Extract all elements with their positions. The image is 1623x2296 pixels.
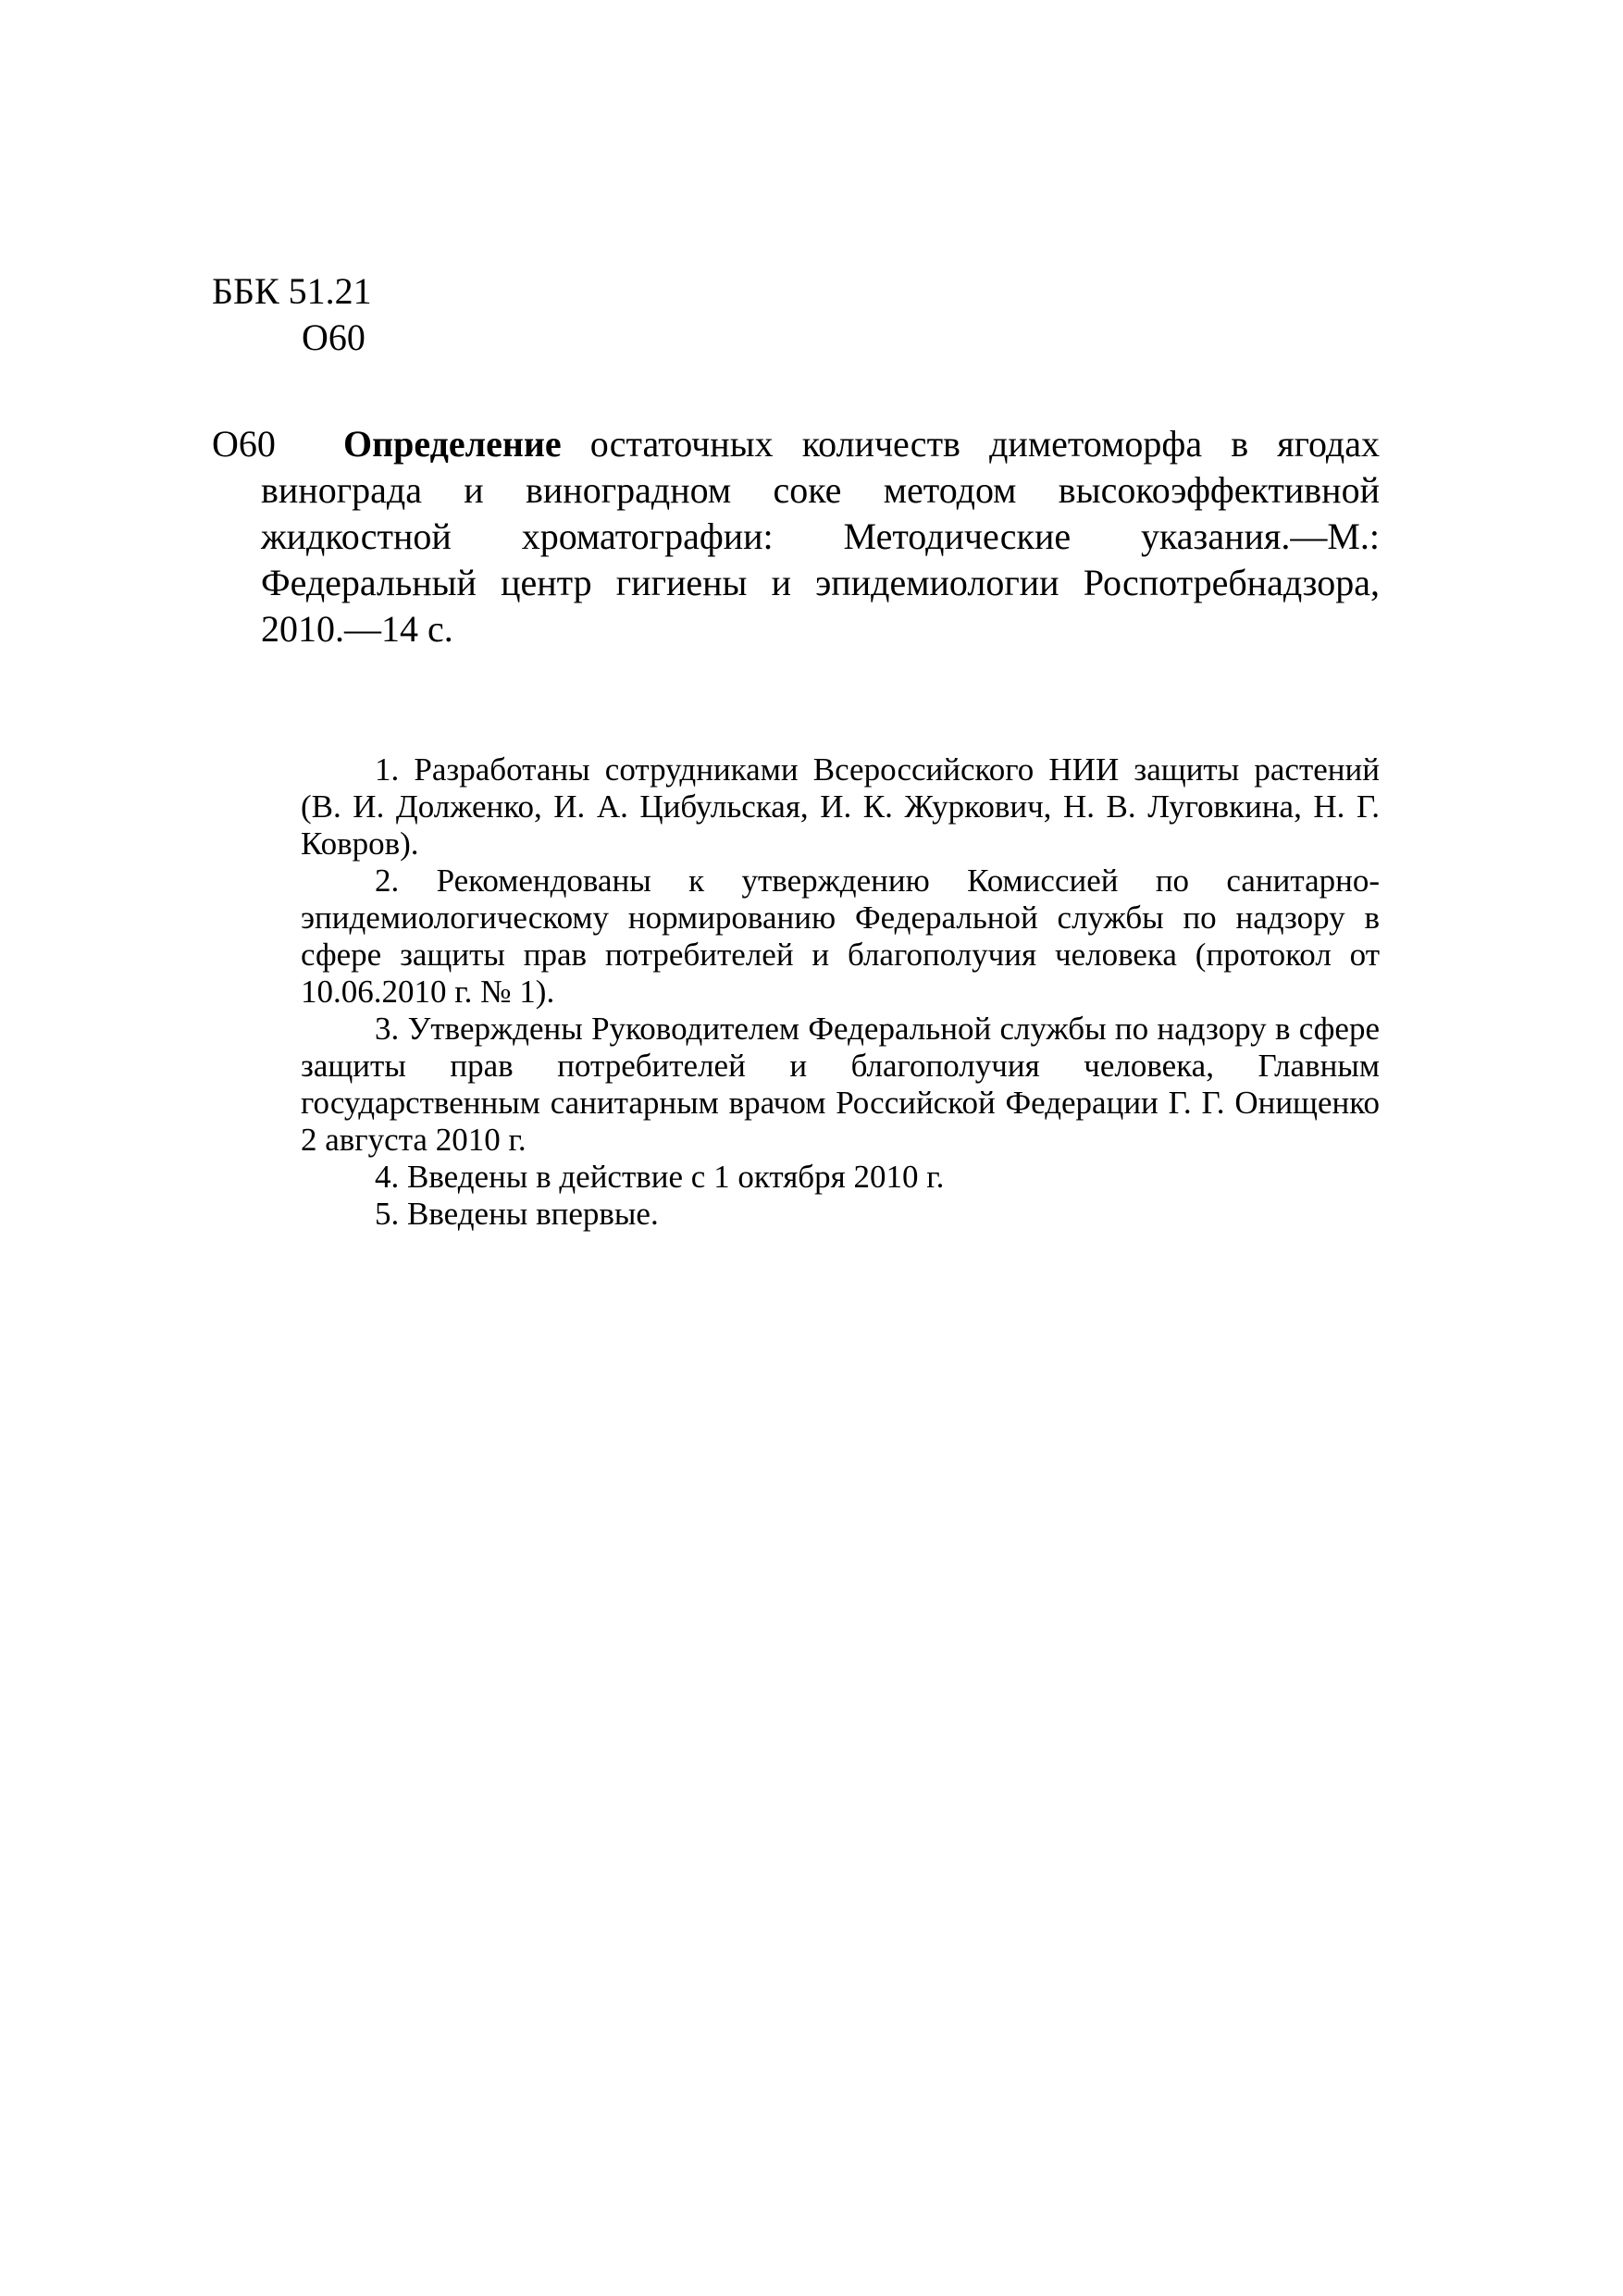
bbk-author-mark: О60	[302, 316, 365, 358]
bbk-code: ББК 51.21	[212, 270, 372, 312]
note-item: 4. Введены в действие с 1 октября 2010 г.	[375, 1159, 945, 1195]
bbk-index-block	[212, 268, 372, 361]
note-item: 1. Разработаны сотрудниками Всероссийского НИИ защиты растений (В. И. Долженко, И. А. Цибульская, И. К. Журкович, Н. В. Луговкина, Н. Г. Ковров).	[301, 751, 1380, 862]
note-item: 3. Утверждены Руководителем Федеральной службы по надзору в сфере защиты прав потребителей и благополучия человека, Главным государственным санитарным врачом Российской Федерации Г. Г. Онищенко 2 августа 2010 г.	[301, 1011, 1380, 1158]
entry-description	[212, 421, 1380, 652]
note-item: 2. Рекомендованы к утверждению Комиссией по санитарно-эпидемиологическому нормированию Федеральной службы по надзору в сфере защиты прав потребителей и благополучия человека (протокол от 10.06.2010 г. № 1).	[301, 863, 1380, 1010]
note-item: 5. Введены впервые.	[375, 1196, 659, 1232]
entry-title: Определение	[343, 423, 562, 465]
catalog-entry	[212, 421, 1380, 652]
entry-author-mark: О60	[212, 423, 276, 465]
publication-notes	[301, 751, 1380, 1233]
entry-text: остаточных количеств диметоморфа в ягодах винограда и виноградном соке методом высокоэффективной жидкостной хроматографии: Методические указания.—М.: Федеральный центр гигиены и эпидемиологии Роспотребнадзора, 2010.—14 с.	[261, 423, 1380, 650]
